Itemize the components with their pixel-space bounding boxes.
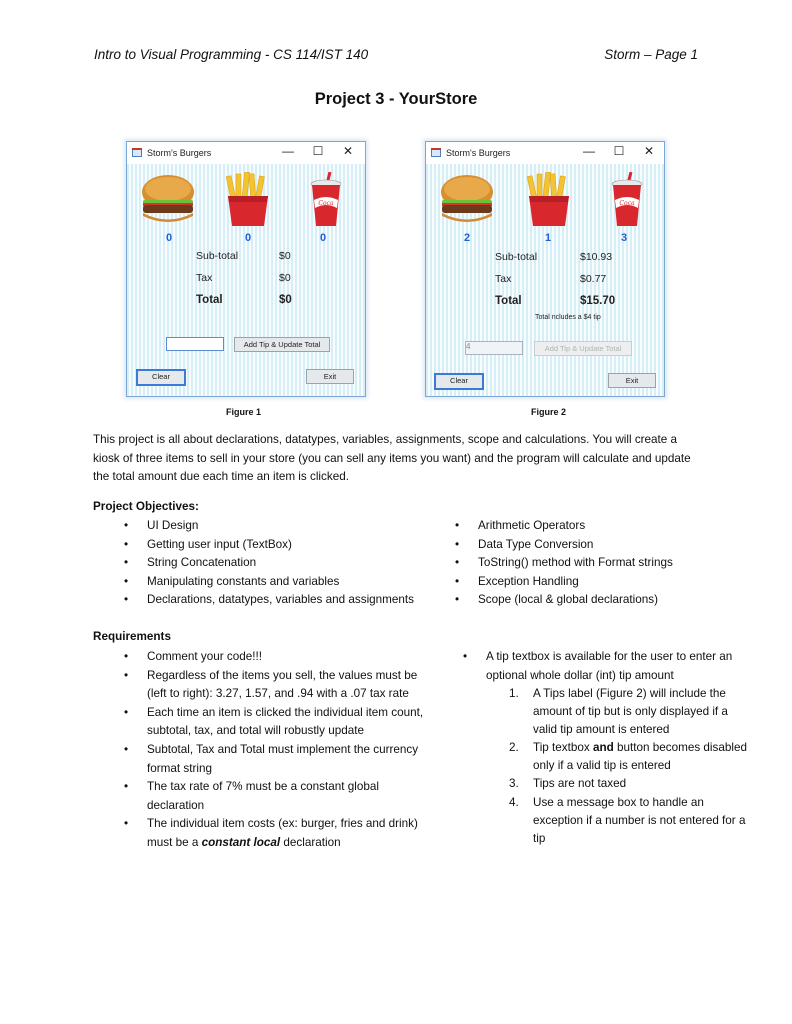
drink-count: 0	[319, 232, 327, 244]
figure-2-caption: Figure 2	[531, 407, 567, 417]
window-client	[127, 164, 365, 396]
list-item: • Data Type Conversion	[455, 537, 594, 551]
list-item: • The tax rate of 7% must be a constant global declaration	[124, 780, 379, 812]
list-item: 1. A Tips label (Figure 2) will include the amount of tip but is only displayed if a valid tip amount is entered	[509, 687, 728, 737]
subtotal-value: $10.93	[580, 251, 613, 263]
list-item: • Comment your code!!!	[124, 650, 262, 663]
close-button[interactable]: ✕	[342, 144, 354, 158]
drink-image-button[interactable]	[297, 172, 355, 228]
window-title: Storm's Burgers	[446, 148, 511, 158]
tax-value: $0	[279, 272, 291, 284]
drink-image-button[interactable]	[598, 172, 656, 228]
list-item: • ToString() method with Format strings	[455, 556, 673, 570]
requirements-heading: Requirements	[93, 630, 171, 643]
objectives-left-list	[124, 517, 447, 610]
minimize-button[interactable]: —	[583, 144, 595, 158]
figure-1-caption: Figure 1	[226, 407, 262, 417]
svg-text:Coca: Coca	[619, 200, 635, 207]
subtotal-label: Sub-total	[495, 251, 538, 263]
clear-button[interactable]: Clear	[136, 369, 186, 386]
list-item: • Scope (local & global declarations)	[455, 593, 658, 607]
app-icon	[132, 148, 142, 157]
header-course: Intro to Visual Programming - CS 114/IST 140	[94, 47, 369, 62]
svg-text:Coca: Coca	[318, 200, 334, 207]
maximize-button[interactable]: ☐	[312, 144, 324, 158]
tip-input[interactable]: 4	[465, 341, 523, 355]
subtotal-label: Sub-total	[196, 250, 239, 262]
fries-count: 1	[544, 232, 552, 244]
window-client	[426, 164, 664, 396]
list-item: • Regardless of the items you sell, the values must be (left to right): 3.27, 1.57, and .94 with a .07 tax rate	[124, 668, 418, 701]
objectives-right-list	[455, 517, 738, 610]
fries-image-button[interactable]	[219, 172, 277, 228]
list-item: • String Concatenation	[124, 556, 257, 570]
requirements-left-list	[124, 648, 432, 853]
add-tip-button[interactable]: Add Tip & Update Total	[234, 337, 330, 352]
window-title: Storm's Burgers	[147, 148, 212, 158]
exit-button[interactable]: Exit	[608, 373, 656, 388]
subtotal-value: $0	[279, 250, 291, 262]
burger-image-button[interactable]	[139, 172, 197, 228]
app-icon	[431, 148, 441, 157]
burger-count: 0	[165, 232, 173, 244]
tax-label: Tax	[495, 273, 512, 285]
list-item: • A tip textbox is available for the user to enter an optional whole dollar (int) tip amount	[463, 650, 733, 682]
intro-paragraph: This project is all about declarations, datatypes, variables, assignments, scope and calculations. You will create a kiosk of three items to sell in your store (you can sell any items you want) and the program will calculate and update the total amount due each time an item is clicked.	[93, 433, 691, 484]
burger-image-button[interactable]	[438, 172, 496, 228]
list-item: 4. Use a message box to handle an exception if a number is not entered for a tip	[509, 795, 746, 845]
list-item: • Manipulating constants and variables	[124, 574, 340, 588]
minimize-button[interactable]: —	[282, 144, 294, 158]
list-item: • Arithmetic Operators	[455, 519, 586, 532]
tax-value: $0.77	[580, 273, 607, 285]
burger-count: 2	[463, 232, 471, 244]
list-item: 2. Tip textbox and button becomes disabled only if a valid tip is entered	[509, 741, 747, 773]
objectives-heading: Project Objectives:	[93, 500, 199, 513]
window-titlebar	[127, 142, 365, 164]
list-item: • Subtotal, Tax and Total must implement the currency format string	[124, 742, 419, 775]
total-label: Total	[495, 295, 522, 307]
total-label: Total	[196, 294, 223, 306]
exit-button[interactable]: Exit	[306, 369, 354, 384]
tax-label: Tax	[196, 272, 213, 284]
list-item: • Declarations, datatypes, variables and assignments	[124, 593, 415, 607]
page-title: Project 3 - YourStore	[314, 90, 478, 108]
window-titlebar	[426, 142, 664, 164]
total-value: $15.70	[580, 295, 616, 307]
list-item: • Getting user input (TextBox)	[124, 537, 292, 551]
add-tip-button[interactable]: Add Tip & Update Total	[534, 341, 632, 356]
close-button[interactable]: ✕	[643, 144, 655, 158]
figure-1-window	[126, 141, 366, 397]
tip-requirements-list	[509, 685, 748, 848]
tip-note-label: Total ncludes a $4 tip	[535, 314, 601, 321]
figure-2-window	[425, 141, 665, 397]
maximize-button[interactable]: ☐	[613, 144, 625, 158]
clear-button[interactable]: Clear	[434, 373, 484, 390]
header-page: Storm – Page 1	[604, 47, 698, 62]
fries-image-button[interactable]	[520, 172, 578, 228]
list-item: • The individual item costs (ex: burger, fries and drink) must be a constant local declaration	[124, 817, 418, 849]
drink-count: 3	[620, 232, 628, 244]
list-item: • Exception Handling	[455, 574, 579, 588]
fries-count: 0	[244, 232, 252, 244]
list-item: 3. Tips are not taxed	[509, 777, 627, 791]
requirements-right-list	[463, 648, 748, 685]
list-item: • UI Design	[124, 519, 199, 532]
total-value: $0	[279, 294, 292, 306]
list-item: • Each time an item is clicked the individual item count, subtotal, tax, and total will robustly update	[124, 705, 424, 738]
tip-input[interactable]	[166, 337, 224, 351]
